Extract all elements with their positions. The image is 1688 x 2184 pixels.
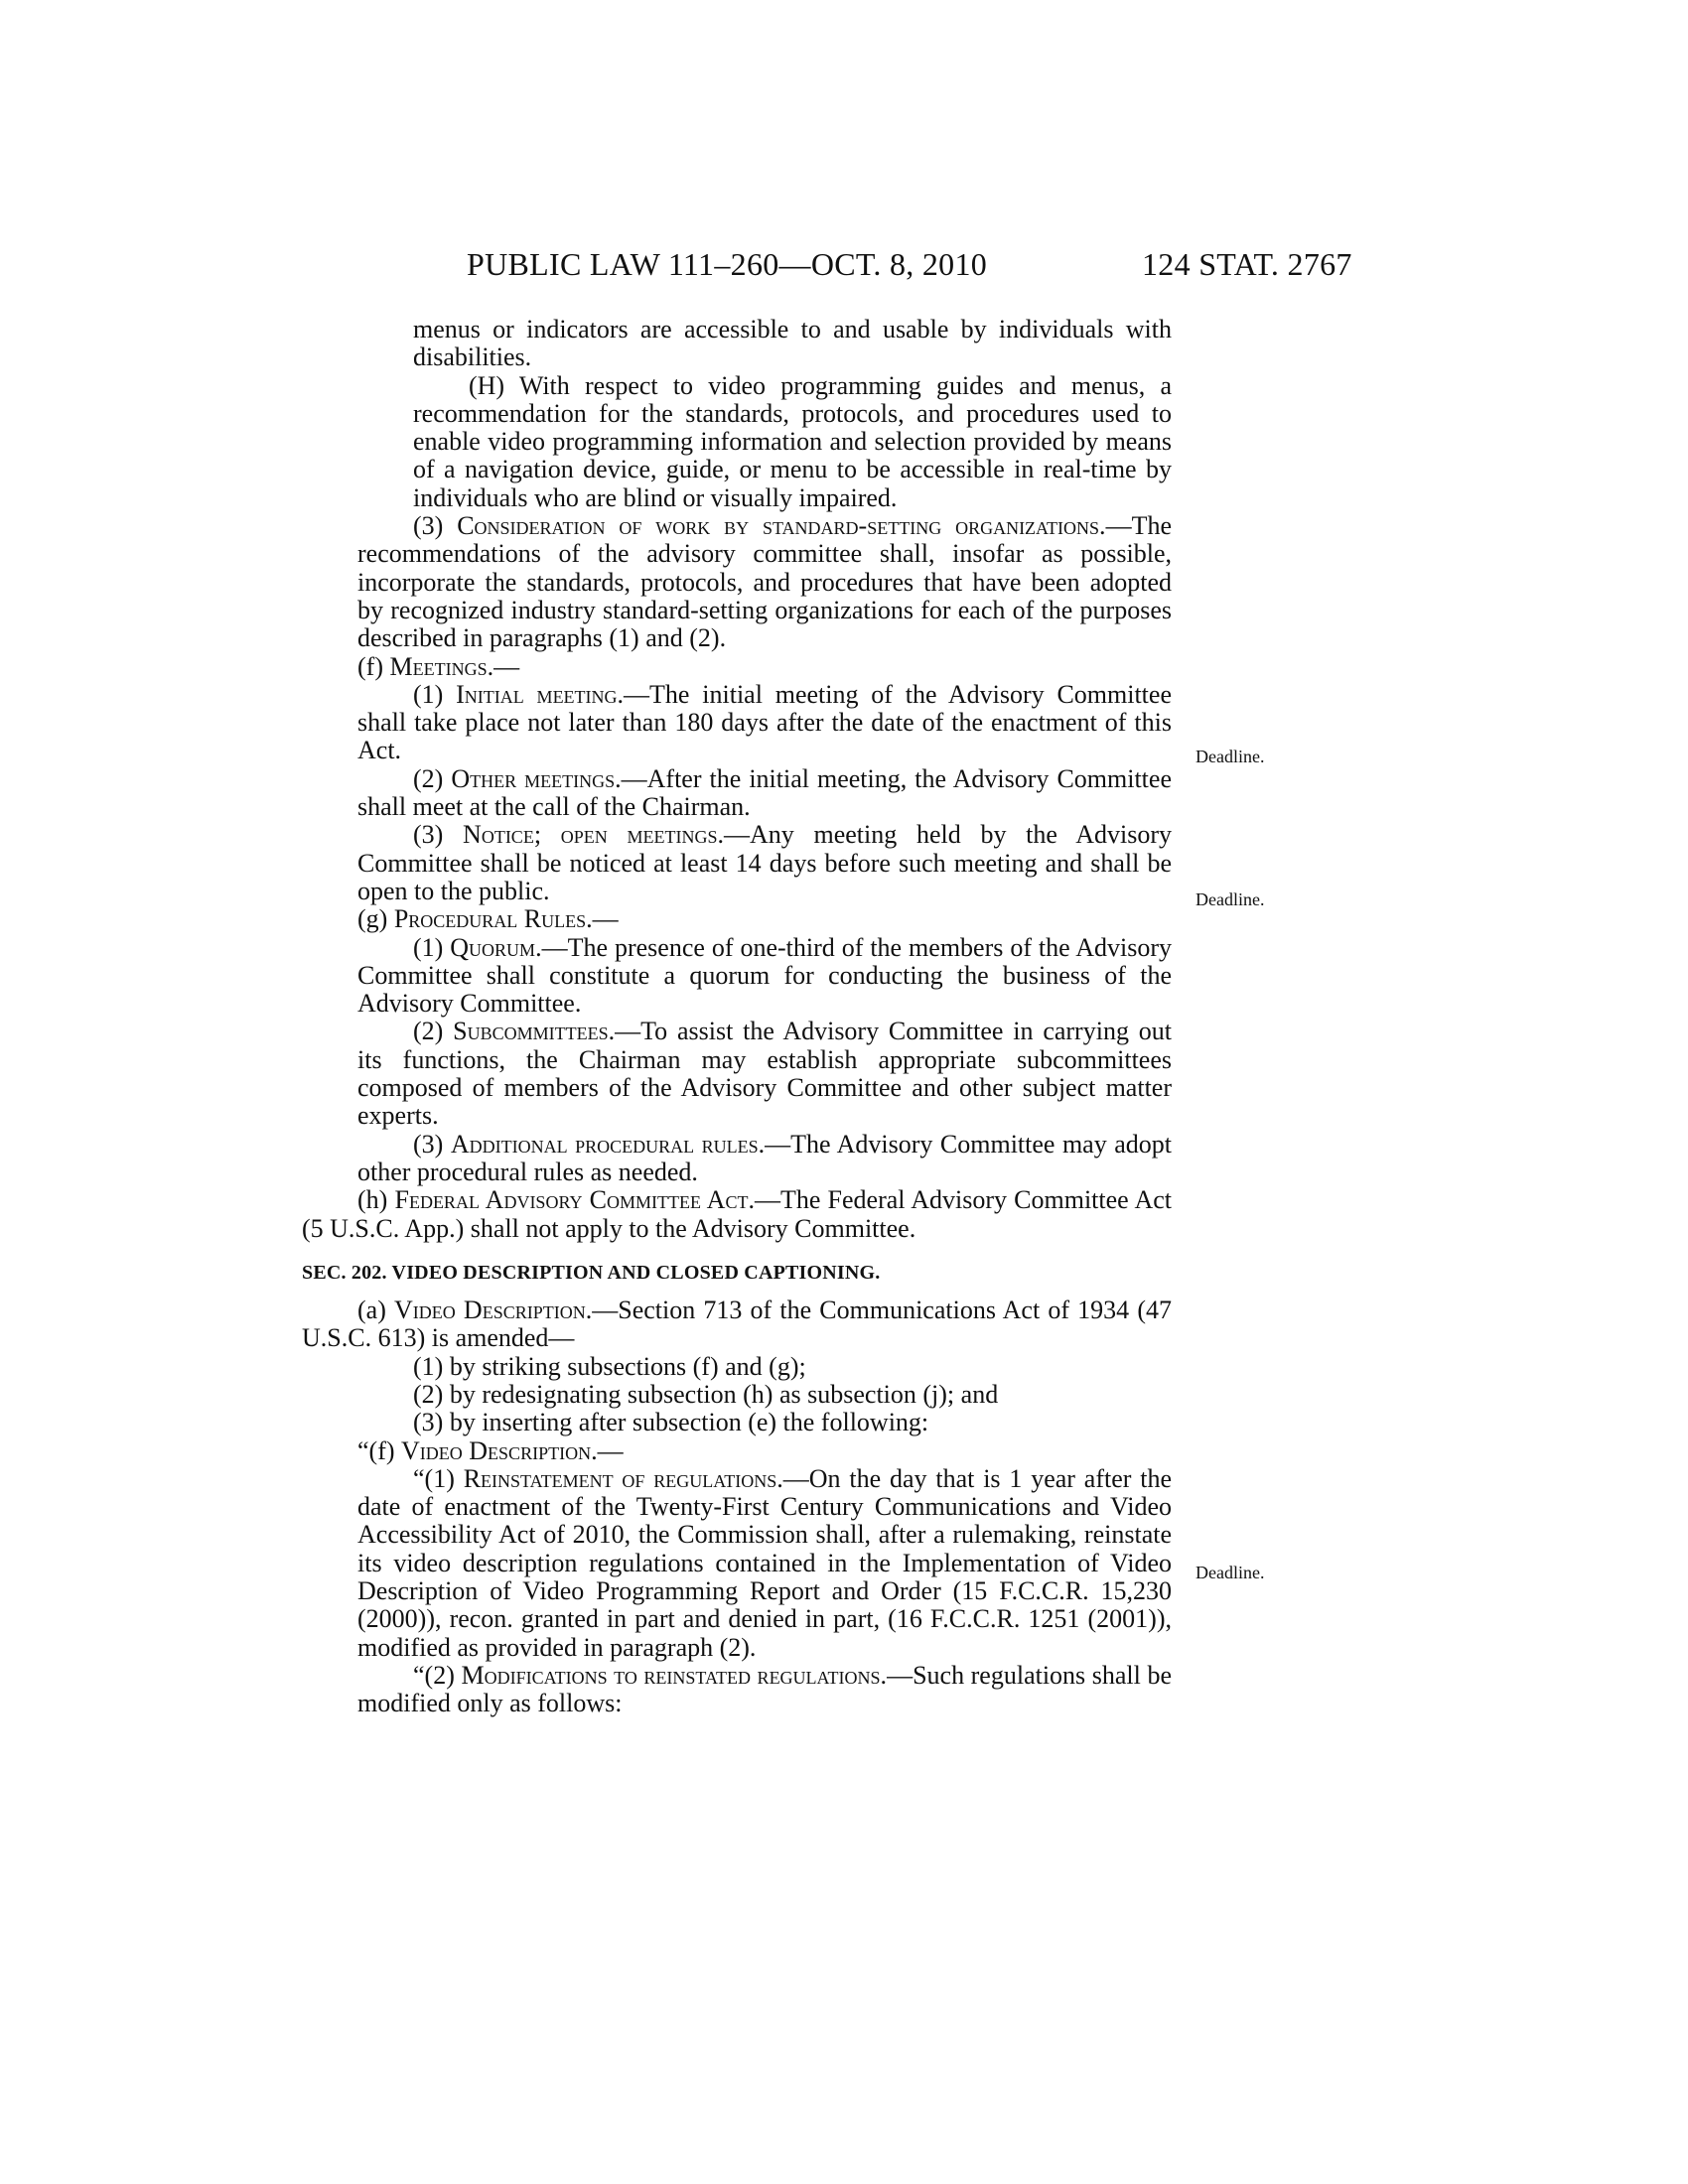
paragraph-3-consideration: [302, 512, 1172, 652]
running-head-title: PUBLIC LAW 111–260—OCT. 8, 2010: [467, 246, 988, 282]
subsection-heading: Meetings.: [389, 651, 494, 681]
paragraph-number: “(1): [413, 1463, 464, 1493]
paragraph-heading: Reinstatement of regulations.: [463, 1463, 783, 1493]
subsection-text: —The Federal Advisory Committee Act (5 U.S.C. App.) shall not apply to the Advisory Committee.: [302, 1185, 1172, 1243]
paragraph-number: “(2): [413, 1660, 462, 1690]
paragraph-number: (2): [413, 1017, 454, 1046]
running-head-page: 124 STAT. 2767: [1142, 246, 1352, 282]
paragraph-text: —The presence of one-third of the members of the Advisory Committee shall constitute a quorum for conducting the business of the Advisory Committee.: [357, 932, 1172, 1019]
margin-note-deadline: Deadline.: [1196, 889, 1265, 909]
subsection-number: (f): [357, 651, 390, 681]
paragraph-heading: Notice; open meetings.: [463, 820, 724, 850]
paragraph-f1: [302, 681, 1172, 765]
subsection-dash: —: [493, 651, 520, 681]
paragraph-number: (3): [413, 820, 464, 850]
section-heading: SEC. 202. VIDEO DESCRIPTION AND CLOSED CAPTIONING.: [302, 1261, 881, 1284]
document-body: [302, 316, 1172, 1718]
subsection-number: (h): [357, 1185, 395, 1215]
quoted-subsection-f-heading: [302, 1437, 1172, 1465]
paragraph-g2: [302, 1018, 1172, 1130]
amendment-item-2: (2) by redesignating subsection (h) as subsection (j); and: [413, 1379, 999, 1409]
paragraph-number: (1): [413, 932, 451, 962]
paragraph-number: (1): [413, 679, 457, 709]
subsection-heading: Federal Advisory Committee Act.: [394, 1185, 755, 1215]
amendment-item-3: (3) by inserting after subsection (e) the following:: [413, 1408, 929, 1437]
paragraph-text: —The initial meeting of the Advisory Committee shall take place not later than 180 days after the date of the enactment of this Act.: [357, 679, 1172, 765]
paragraph-heading: Consideration of work by standard-setting organizations.: [457, 511, 1106, 541]
paragraph-text: —The recommendations of the advisory committee shall, insofar as possible, incorporate the standards, protocols, and procedures that have been adopted by recognized industry standard-setting organizations for each of the purposes described in paragraphs (1) and (2).: [357, 511, 1172, 653]
quoted-paragraph-1: [302, 1465, 1172, 1662]
subsection-g-heading: [302, 905, 1172, 933]
subsection-h: [302, 1186, 1172, 1243]
amendment-item-1: (1) by striking subsections (f) and (g);: [413, 1351, 806, 1381]
margin-note-deadline: Deadline.: [1196, 1563, 1265, 1582]
paragraph-heading: Other meetings.: [451, 763, 622, 793]
subsection-heading: Video Description.: [401, 1435, 598, 1465]
subsection-text: —Section 713 of the Communications Act of 1934 (47 U.S.C. 613) is amended—: [302, 1296, 1172, 1353]
paragraph-text: —The Advisory Committee may adopt other procedural rules as needed.: [357, 1129, 1172, 1186]
paragraph-text: —After the initial meeting, the Advisory Committee shall meet at the call of the Chairman.: [357, 763, 1172, 822]
subsection-dash: —: [597, 1435, 624, 1465]
quoted-paragraph-2: [302, 1662, 1172, 1718]
paragraph-g3: [302, 1131, 1172, 1187]
paragraph-number: (2): [413, 763, 452, 793]
subsection-heading: Procedural Rules.: [393, 904, 593, 934]
subsection-number: “(f): [357, 1435, 402, 1465]
margin-note-deadline: Deadline.: [1196, 747, 1265, 766]
subsection-a: [302, 1297, 1172, 1353]
paragraph-f3: [302, 821, 1172, 905]
paragraph-f2: [302, 765, 1172, 822]
paragraph-heading: Additional procedural rules.: [450, 1129, 766, 1159]
paragraph-text: —Any meeting held by the Advisory Committee shall be noticed at least 14 days before such meeting and shall be open to the public.: [357, 820, 1172, 905]
paragraph-heading: Subcommittees.: [453, 1017, 616, 1046]
paragraph-text: —On the day that is 1 year after the date of enactment of the Twenty-First Century Communications and Video Accessibility Act of 2010, the Commission shall, after a rulemaking, reinstate its video description regulations contained in the Implementation of Video Description of Video Programming Report and Order (15 F.C.C.R. 15,230 (2000)), recon. granted in part and denied in part, (16 F.C.C.R. 1251 (2001)), modified as provided in paragraph (2).: [357, 1463, 1173, 1662]
subsection-dash: —: [592, 904, 619, 934]
paragraph-heading: Initial meeting.: [456, 679, 625, 709]
paragraph-text: —Such regulations shall be modified only as follows:: [357, 1660, 1172, 1718]
subsection-number: (a): [357, 1296, 395, 1325]
paragraph-H: (H) With respect to video programming guides and menus, a recommendation for the standards, protocols, and procedures used to enable video programming information and selection provided by means of a navigation device, guide, or menu to be accessible in real-time by individuals who are blind or visually impaired.: [413, 370, 1172, 512]
paragraph-heading: Quorum.: [450, 932, 542, 962]
paragraph-number: (3): [413, 1129, 451, 1159]
paragraph-continuation: menus or indicators are accessible to and usable by individuals with disabilities.: [413, 315, 1172, 372]
subsection-heading: Video Description.: [394, 1296, 593, 1325]
paragraph-heading: Modifications to reinstated regulations.: [461, 1660, 888, 1690]
paragraph-g1: [302, 934, 1172, 1019]
paragraph-text: —To assist the Advisory Committee in carrying out its functions, the Chairman may establish appropriate subcommittees composed of members of the Advisory Committee and other subject matter experts.: [357, 1017, 1172, 1131]
paragraph-number: (3): [413, 511, 458, 541]
subsection-f-heading: [302, 653, 1172, 681]
subsection-number: (g): [357, 904, 394, 934]
